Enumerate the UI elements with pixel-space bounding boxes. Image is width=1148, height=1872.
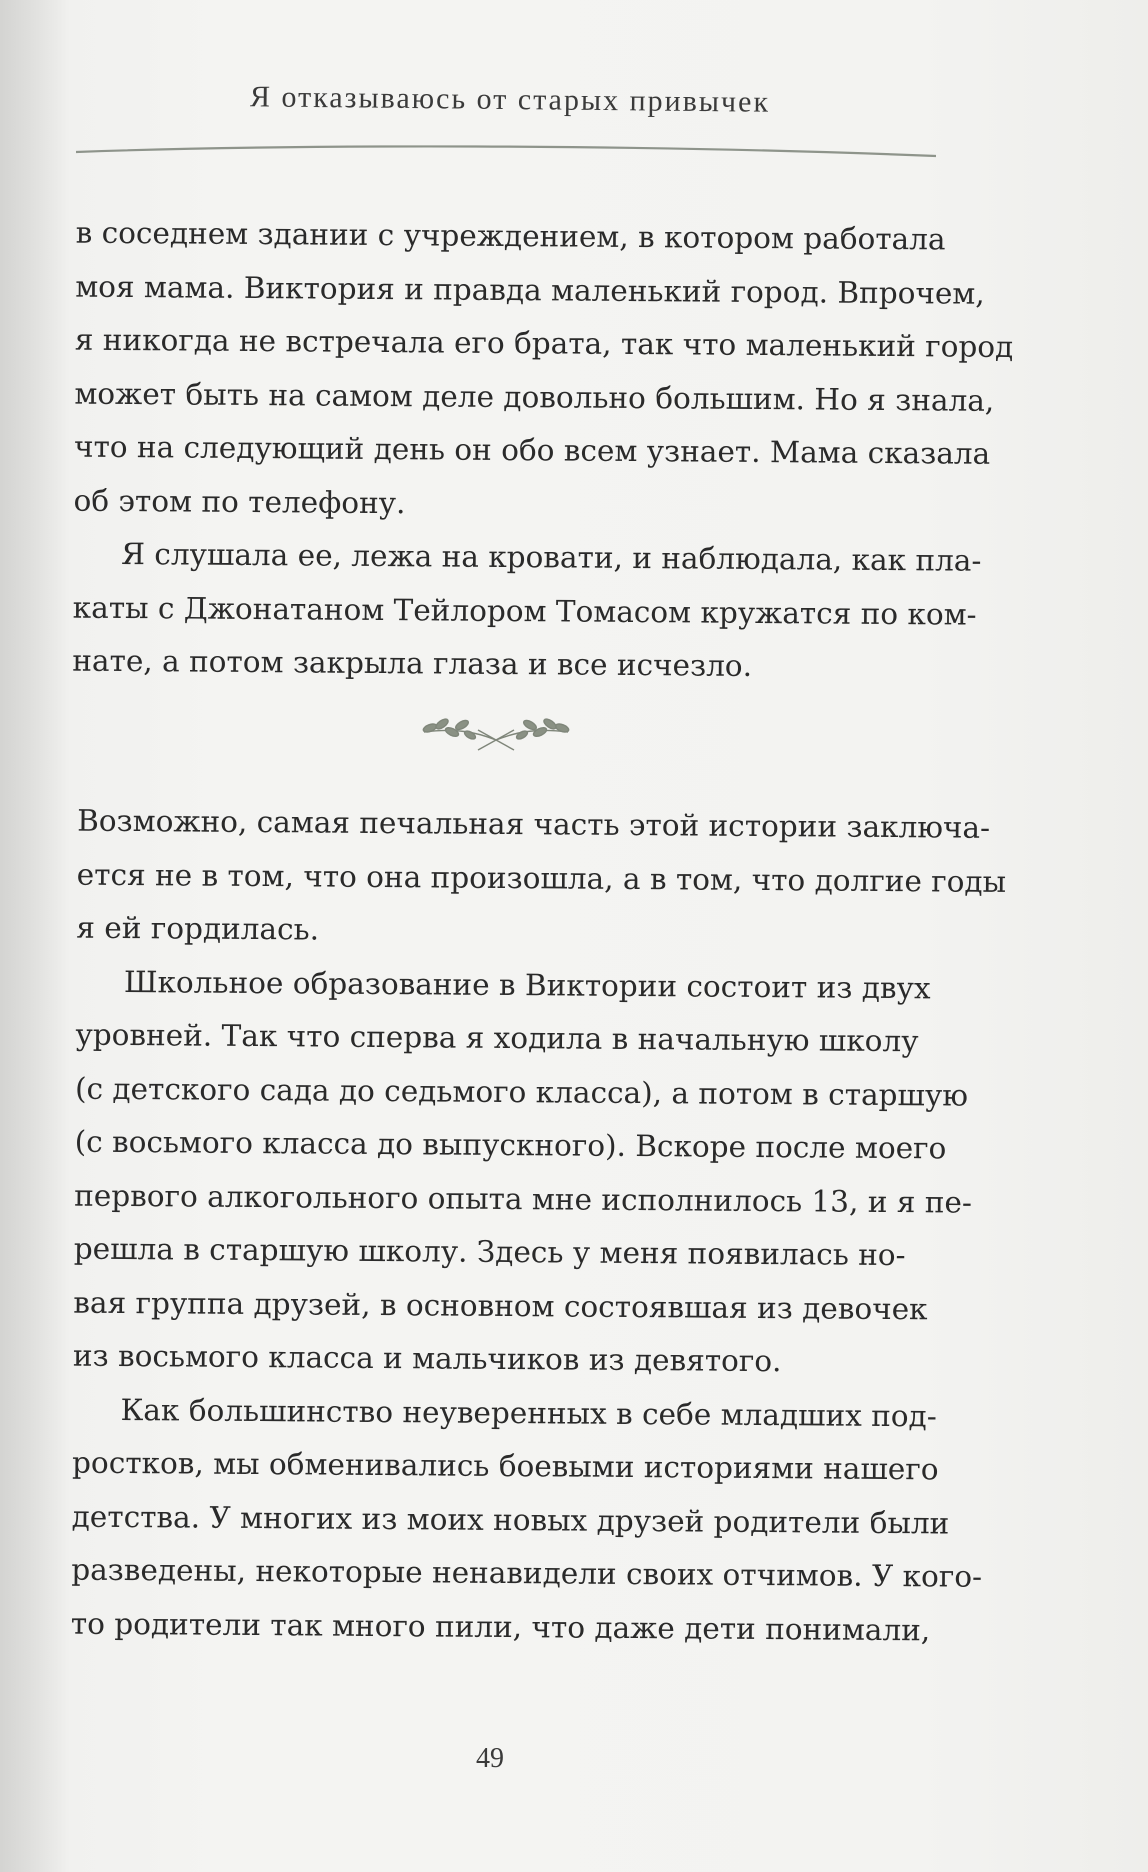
bottom-text-block (70, 795, 1007, 1658)
body-line: из восьмого класса и мальчиков из девятого. (72, 1338, 782, 1379)
body-line-indented: Я слушала ее, лежа на кровати, и наблюдала, как пла- (121, 536, 982, 578)
body-line: об этом по телефону. (73, 483, 406, 520)
body-line: моя мама. Виктория и правда маленький город. Впрочем, (75, 269, 985, 311)
body-line: может быть на самом деле довольно большим. Но я знала, (74, 376, 995, 418)
body-line: я никогда не встречала его брата, так что маленький город (74, 322, 1014, 364)
page-number: 49 (476, 1743, 504, 1774)
laurel-branch-icon (416, 712, 576, 752)
body-line: ростков, мы обменивались боевыми историями нашего (71, 1445, 939, 1487)
top-text-block (72, 207, 1014, 695)
body-line: что на следующий день он обо всем узнает. Мама сказала (73, 429, 991, 471)
body-line: (с детского сада до седьмого класса), а потом в старшую (74, 1071, 969, 1113)
body-line: решла в старшую школу. Здесь у меня появилась но- (73, 1231, 906, 1273)
body-line: каты с Джонатаном Тейлором Томасом кружатся по ком- (72, 590, 977, 632)
body-line: детства. У многих из моих новых друзей родители были (71, 1499, 950, 1540)
body-line-indented: Как большинство неуверенных в себе младших под- (120, 1392, 937, 1433)
body-line-indented: Школьное образование в Виктории состоит из двух (123, 964, 931, 1005)
body-line: вая группа друзей, в основном состоявшая из девочек (73, 1285, 928, 1326)
body-line: Возможно, самая печальная часть этой истории заключа- (77, 803, 991, 845)
body-line: ется не в том, что она произошла, а в том, что долгие годы (76, 857, 1007, 899)
body-line: то родители так много пили, что даже дети понимали, (70, 1606, 931, 1647)
body-line: нате, а потом закрыла глаза и все исчезло. (72, 643, 753, 683)
body-line: уровней. Так что сперва я ходила в начальную школу (75, 1017, 919, 1059)
header-rule (76, 142, 936, 160)
body-line: (с восьмого класса до выпускного). Вскоре после моего (74, 1124, 947, 1166)
body-line: разведены, некоторые ненавидели своих отчимов. У кого- (71, 1552, 983, 1594)
running-header: Я отказываюсь от старых привычек (249, 80, 771, 119)
body-line: я ей гордилась. (76, 910, 320, 947)
page-edge (0, 0, 70, 1872)
body-line: в соседнем здании с учреждением, в котором работала (75, 215, 946, 257)
body-line: первого алкогольного опыта мне исполнилось 13, и я пе- (74, 1178, 973, 1220)
